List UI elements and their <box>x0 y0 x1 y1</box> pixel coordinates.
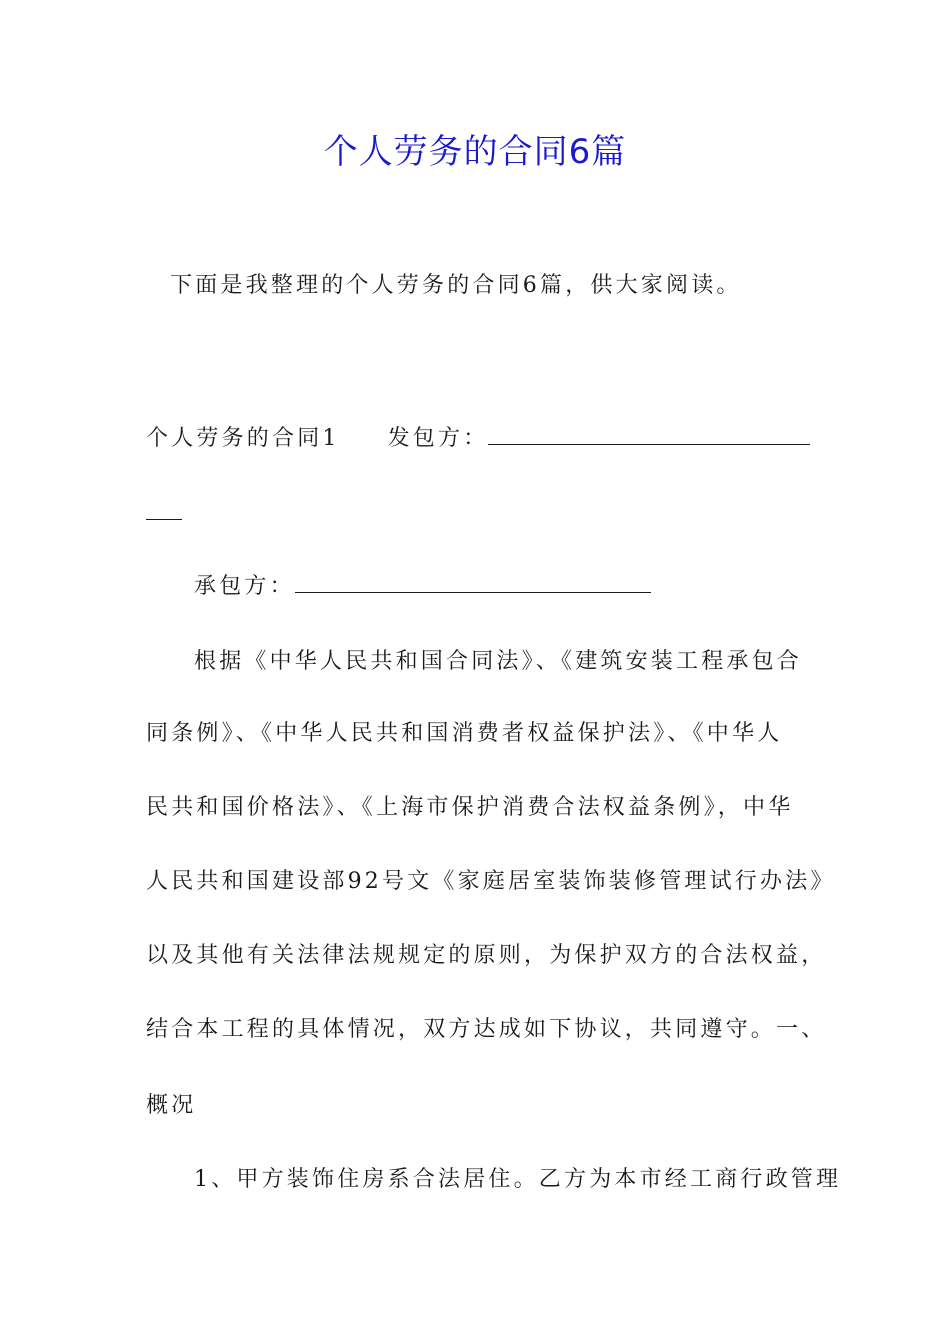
employer-blank-continuation-line <box>146 495 806 530</box>
item-1-line: 1、甲方装饰住房系合法居住。乙方为本市经工商行政管理 <box>194 1167 842 1192</box>
paragraph-line: 人民共和国建设部92号文《家庭居室装饰装修管理试行办法》 <box>146 869 836 894</box>
contractor-label: 承包方： <box>194 574 295 599</box>
contractor-blank <box>295 568 651 593</box>
paragraph-line: 根据《中华人民共和国合同法》、《建筑安装工程承包合 <box>194 649 803 674</box>
contractor-line <box>194 568 854 603</box>
employer-blank <box>488 420 810 445</box>
intro-text: 下面是我整理的个人劳务的合同6篇，供大家阅读。 <box>170 273 742 298</box>
employer-blank-continuation <box>146 495 182 520</box>
paragraph-line: 以及其他有关法律法规规定的原则，为保护双方的合法权益， <box>146 943 827 968</box>
document-title: 个人劳务的合同6篇 <box>323 132 627 172</box>
paragraph-line: 结合本工程的具体情况，双方达成如下协议，共同遵守。一、 <box>146 1017 827 1042</box>
paragraph-line: 概况 <box>146 1093 197 1118</box>
paragraph-line: 同条例》、《中华人民共和国消费者权益保护法》、《中华人 <box>146 721 783 746</box>
paragraph-line: 民共和国价格法》、《上海市保护消费合法权益条例》，中华 <box>146 795 794 820</box>
employer-label: 发包方： <box>387 426 489 451</box>
contract-heading: 个人劳务的合同1 <box>146 426 340 451</box>
contract-heading-line <box>146 420 806 455</box>
